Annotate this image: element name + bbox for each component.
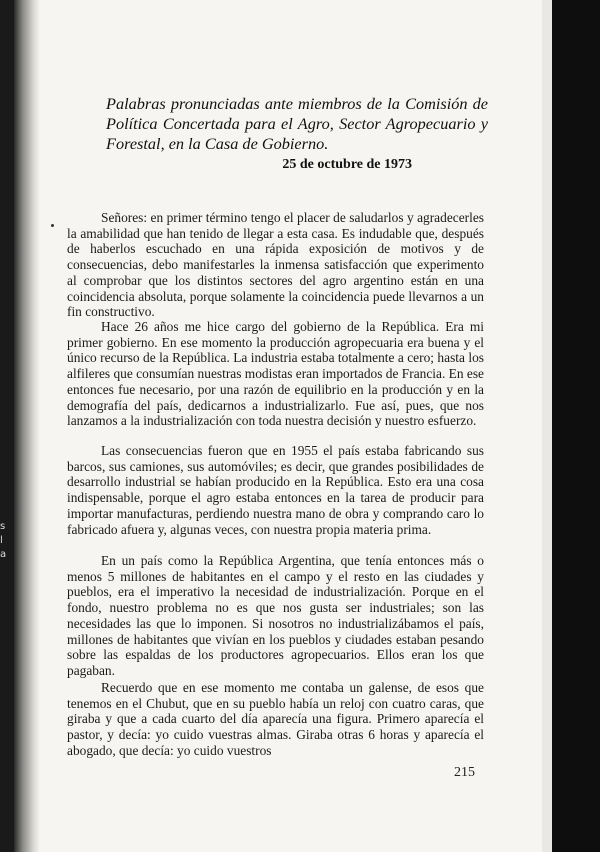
page-edge xyxy=(542,0,552,852)
page-number: 215 xyxy=(454,765,475,780)
paragraph-5: Recuerdo que en ese momento me contaba un galense, de esos que tenemos en el Chubut, que en su pueblo había un reloj con cuatro caras, que giraba y que a cada cuarto del día aparecía una figura. Primero aparecía el pastor, y decía: yo cuido vuestras almas. Giraba otras 6 horas y aparecía el abogado, que decía: yo cuido vuestros xyxy=(67,680,484,758)
paragraph-3: Las consecuencias fueron que en 1955 el país estaba fabricando sus barcos, sus camiones, sus automóviles; es decir, que grandes posibilidades de desarrollo industrial se habían producido en la República. Esto era una cosa indispensable, porque el agro estaba entonces en la tarea de producir para importar manufacturas, perdiendo nuestra mano de obra y comprando caro lo fabricado afuera y, algunas veces, con nuestra propia materia prima. xyxy=(67,443,484,537)
paragraph-2: Hace 26 años me hice cargo del gobierno de la República. Era mi primer gobierno. En ese momento la producción agropecuaria era buena y el único recurso de la República. La industria estaba totalmente a cero; hasta los alfileres que consumían nuestras modistas eran importados de Francia. En ese entonces fue necesario, por una razón de equilibrio en la producción y en la demografía del país, dedicarnos a industrializarlo. Fue así, pues, que nos lanzamos a la industrialización con toda nuestra decisión y nuestro esfuerzo. xyxy=(67,319,484,429)
book-page xyxy=(14,0,542,852)
speech-date: 25 de octubre de 1973 xyxy=(282,157,412,172)
left-margin-marks: s l a xyxy=(0,521,7,560)
binding-shadow xyxy=(14,0,40,852)
speech-heading: Palabras pronunciadas ante miembros de la Comisión de Política Concertada para el Agro, Sector Agropecuario y Forestal, en la Casa de Gobierno. xyxy=(106,94,488,153)
scan-border xyxy=(542,0,600,852)
paragraph-4: En un país como la República Argentina, que tenía entonces más o menos 5 millones de habitantes en el campo y el resto en las ciudades y pueblos, era el imperativo la necesidad de industrialización. Porque en el fondo, nuestro problema no es que nos gusta ser industriales; son las necesidades las que lo imponen. Si nosotros no industrializábamos el país, millones de habitantes que vivían en los pueblos y ciudades estaban pesando sobre las espaldas de los productores agropecuarios. Ellos eran los que pagaban. xyxy=(67,553,484,678)
margin-dot xyxy=(51,224,54,227)
paragraph-1: Señores: en primer término tengo el placer de saludarlos y agradecerles la amabilidad que han tenido de llegar a esta casa. Es indudable que, después de haberlos escuchado en una rápida exposición de motivos y de consecuencias, debo manifestarles la inmensa satisfacción que experimento al comprobar que los distintos sectores del agro argentino están en una coincidencia absoluta, porque solamente la coincidencia puede llevarnos a un fin constructivo. xyxy=(67,210,484,320)
